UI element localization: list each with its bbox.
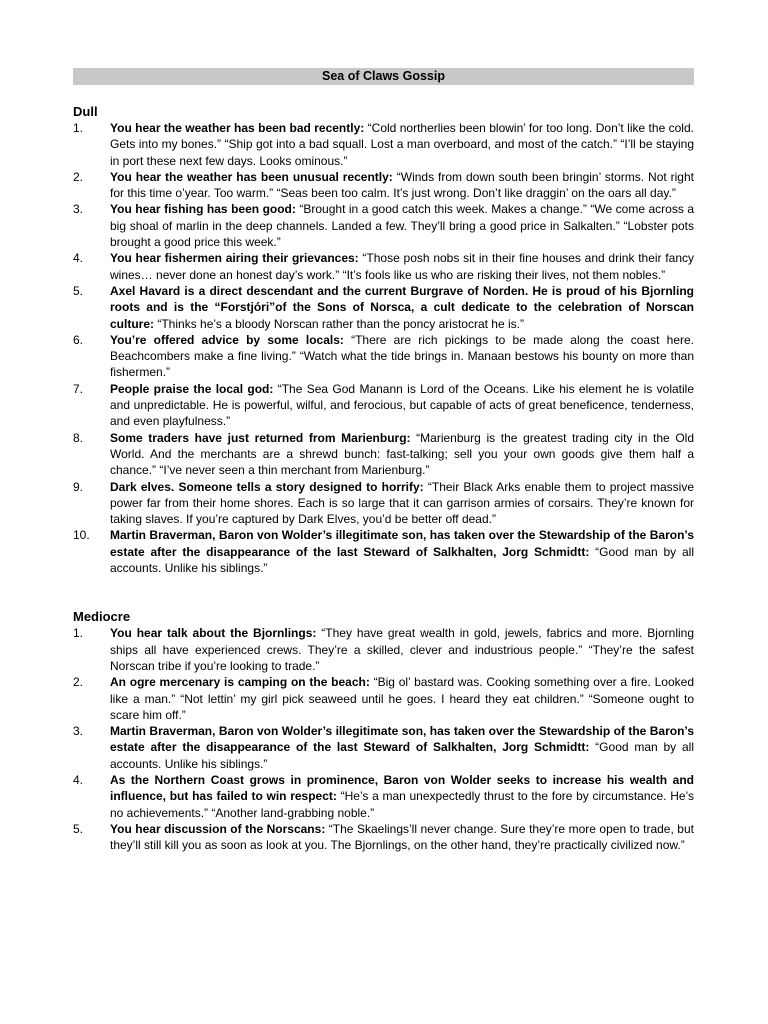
item-lead: Dark elves. Someone tells a story designed to horrify: — [110, 479, 424, 494]
item-number: 4. — [73, 772, 84, 787]
item-lead: You hear the weather has been bad recently: — [110, 121, 365, 135]
gossip-list — [73, 625, 694, 853]
item-body — [110, 250, 694, 283]
item-lead: You’re offered advice by some locals: — [110, 332, 344, 347]
gossip-item — [73, 381, 694, 430]
item-text: “Those posh nobs sit in their fine houses and drink their fancy wines… never done an honest day’s work.” “It’s fools like us who are risking their lives, not them nobles.” — [110, 251, 694, 282]
section-heading: Mediocre — [73, 609, 131, 625]
item-number: 8. — [73, 430, 84, 445]
item-lead: People praise the local god: — [110, 381, 274, 396]
item-lead: You hear discussion of the Norscans: — [110, 821, 326, 836]
item-body — [110, 527, 694, 576]
item-text: “He’s a man unexpectedly thrust to the fore by circumstance. He’s no achievements.” “Another land-grabbing noble.” — [110, 789, 694, 820]
document-page — [73, 68, 694, 853]
item-number: 5. — [73, 283, 84, 298]
item-text: “Good man by all accounts. Unlike his siblings.” — [110, 544, 694, 576]
item-body — [110, 120, 694, 169]
gossip-item — [73, 332, 694, 381]
item-number: 2. — [73, 169, 84, 184]
item-body — [110, 283, 694, 332]
item-text: “Cold northerlies been blowin’ for too long. Don’t like the cold. Gets into my bones.” “Ship got into a bad squall. Lost a man overboard, and most of the catch.” “I’ll be staying in port these next few days. Looks ominous.” — [110, 121, 694, 168]
item-number: 10. — [73, 528, 90, 543]
item-lead: Axel Havard is a direct descendant and the current Burgrave of Norden. He is proud of his Bjornling roots and is the “Forstjóri”of the Sons of Norsca, a cult dedicate to the celebration of Norscan culture: — [110, 283, 694, 331]
item-body — [110, 332, 694, 381]
item-body — [110, 381, 694, 430]
item-lead: You hear fishing has been good: — [110, 202, 296, 217]
item-text: “The Sea God Manann is Lord of the Oceans. Like his element he is volatile and unpredictable. He is powerful, wilful, and ferocious, but capable of acts of great beneficence, tenderness, and even playfulness.” — [110, 381, 694, 429]
item-lead: Martin Braverman, Baron von Wolder’s illegitimate son, has taken over the Stewardship of the Baron’s estate after the disappearance of the last Steward of Salkhalten, Jorg Schmidtt: — [110, 528, 694, 559]
item-text: “They have great wealth in gold, jewels, fabrics and more. Bjornling ships all have experienced crews. They’re a skilled, clever and industrious people.” “They’re the safest Norscan tribe if you’re looking to trade.” — [110, 626, 694, 673]
item-body — [110, 169, 694, 202]
gossip-list — [73, 120, 694, 576]
item-text: “Thinks he’s a bloody Norscan rather than the poncy aristocrat he is.” — [154, 316, 524, 331]
item-text: “Marienburg is the greatest trading city in the Old World. And the merchants are a shrewd bunch: fast-talking; sell you your own goods give them half a chance.” “I’ve never seen a thin merchant from Marienburg.” — [110, 430, 695, 478]
item-body — [110, 201, 694, 250]
item-number: 9. — [73, 479, 84, 494]
item-lead: Martin Braverman, Baron von Wolder’s illegitimate son, has taken over the Stewardship of the Baron’s estate after the disappearance of the last Steward of Salkhalten, Jorg Schmidtt: — [110, 724, 694, 755]
item-body — [110, 821, 694, 854]
item-text: “The Skaelings’ll never change. Sure they’re more open to trade, but they’ll still kill you as soon as look at you. The Bjornlings, on the other hand, they’re practically civilized now.” — [110, 821, 694, 853]
item-number: 7. — [73, 381, 84, 396]
item-number: 4. — [73, 251, 84, 266]
gossip-item — [73, 250, 694, 283]
item-lead: An ogre mercenary is camping on the beach: — [110, 675, 370, 690]
item-number: 5. — [73, 821, 84, 836]
gossip-item — [73, 120, 694, 169]
item-number: 3. — [73, 724, 84, 739]
gossip-item — [73, 723, 694, 772]
gossip-item — [73, 283, 694, 332]
item-lead: As the Northern Coast grows in prominence, Baron von Wolder seeks to increase his wealth and influence, but has failed to win respect: — [110, 772, 694, 804]
item-text: “Brought in a good catch this week. Makes a change.” “We come across a big shoal of marlin in the deep channels. Landed a few. They’ll bring a good price in Salkalten.” “Lobster pots brought a good price this week.” — [110, 202, 694, 250]
item-body — [110, 430, 694, 479]
section-mediocre — [73, 609, 694, 853]
gossip-item — [73, 625, 694, 674]
item-number: 6. — [73, 332, 84, 347]
item-number: 1. — [73, 121, 84, 135]
item-text: “Big ol’ bastard was. Cooking something over a fire. Looked like a man.” “Not lettin’ my girl pick seaweed until he goes. I heard they eat children.” “Someone ought to scare him off.” — [110, 675, 694, 722]
item-body — [110, 674, 694, 723]
gossip-item — [73, 527, 694, 576]
gossip-item — [73, 201, 694, 250]
gossip-item — [73, 821, 694, 854]
gossip-item — [73, 430, 694, 479]
item-body — [110, 479, 694, 528]
item-text: “Good man by all accounts. Unlike his siblings.” — [110, 740, 694, 771]
item-text: “Winds from down south been bringin’ storms. Not right for this time o’year. Too warm.” “Seas been too calm. It’s just wrong. Don’t like draggin’ on the oars all day.” — [110, 169, 694, 201]
item-text: “Their Black Arks enable them to project massive power far from their home shores. Each is so large that it can garrison armies of corsairs. They’re known for taking slaves. If you’re captured by Dark Elves, you’d be better off dead.” — [110, 479, 695, 527]
gossip-item — [73, 169, 694, 202]
gossip-item — [73, 479, 694, 528]
item-lead: You hear fishermen airing their grievances: — [110, 251, 359, 266]
item-body — [110, 723, 694, 772]
item-lead: Some traders have just returned from Marienburg: — [110, 430, 411, 445]
item-number: 1. — [73, 626, 84, 641]
item-text: “There are rich pickings to be made along the coast here. Beachcombers make a fine living.” “Watch what the tide brings in. Manaan bestows his bounty on more than fishermen.” — [110, 332, 694, 380]
gossip-item — [73, 674, 694, 723]
section-dull — [73, 104, 694, 576]
item-body — [110, 625, 694, 674]
section-heading: Dull — [73, 104, 98, 119]
item-body — [110, 772, 694, 821]
item-number: 3. — [73, 202, 84, 217]
item-lead: You hear talk about the Bjornlings: — [110, 626, 317, 641]
gossip-item — [73, 772, 694, 821]
item-number: 2. — [73, 675, 84, 690]
document-title: Sea of Claws Gossip — [73, 68, 694, 85]
item-lead: You hear the weather has been unusual recently: — [110, 169, 393, 184]
